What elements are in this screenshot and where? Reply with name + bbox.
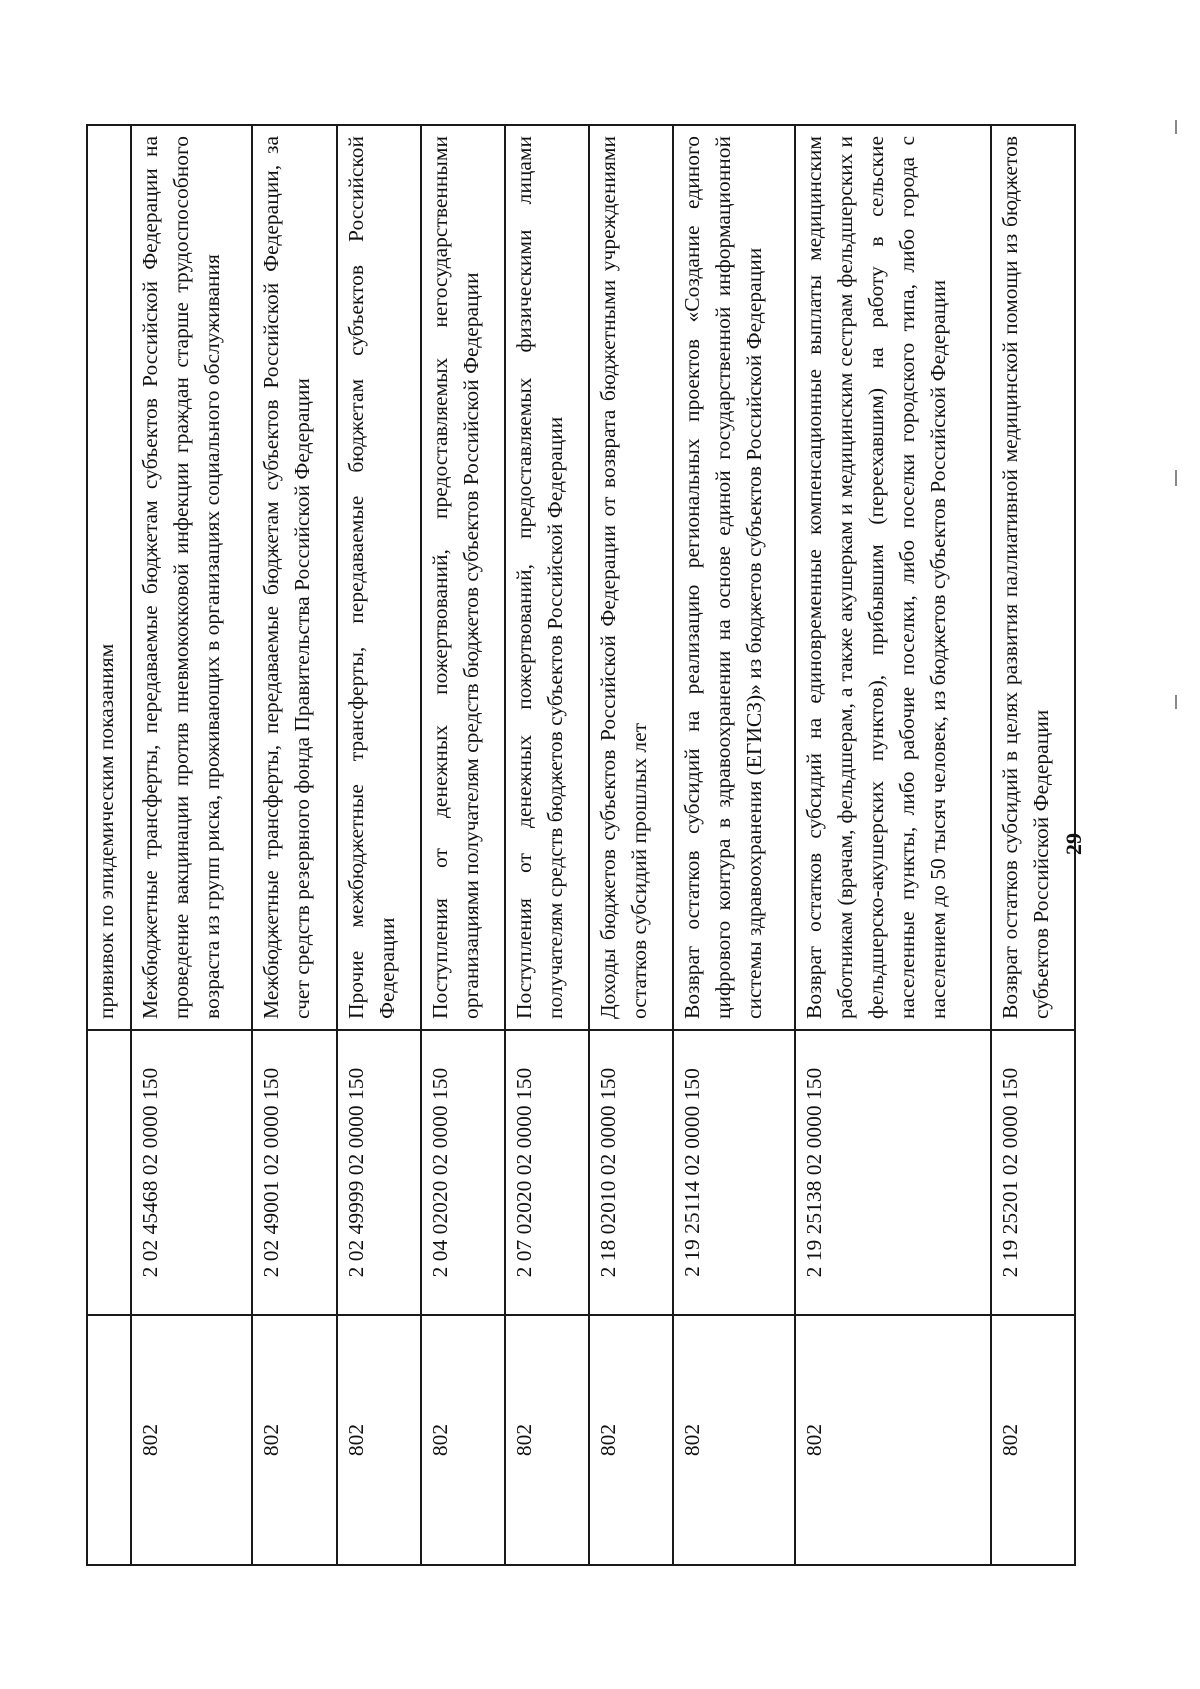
revenue-name-cell: Доходы бюджетов субъектов Российской Федерации от возврата бюджетными учреждениями остатков субсидий прошлых лет [589, 125, 673, 1030]
scan-mark [1175, 120, 1177, 134]
admin-code-cell: 802 [505, 1315, 589, 1565]
budget-code-cell: 2 19 25201 02 0000 150 [991, 1030, 1075, 1315]
revenue-name-cell: Поступления от денежных пожертвований, предоставляемых физическими лицами получателям средств бюджетов субъектов Российской Федерации [505, 125, 589, 1030]
admin-code-cell: 802 [589, 1315, 673, 1565]
table-row [505, 125, 589, 1565]
budget-code-cell: 2 02 49001 02 0000 150 [252, 1030, 336, 1315]
table-row [673, 125, 794, 1565]
revenue-name-cell: Возврат остатков субсидий в целях развития паллиативной медицинской помощи из бюджетов субъектов Российской Федерации [991, 125, 1075, 1030]
scan-mark [1175, 470, 1177, 486]
admin-code-cell: 802 [991, 1315, 1075, 1565]
table-row [252, 125, 336, 1565]
table-row [131, 125, 252, 1565]
page-number: 29 [1061, 833, 1086, 855]
budget-revenue-table [86, 124, 1076, 1566]
admin-code-cell: 802 [673, 1315, 794, 1565]
revenue-name-cell: Прочие межбюджетные трансферты, передаваемые бюджетам субъектов Российской Федерации [337, 125, 421, 1030]
name-cell: прививок по эпидемическим показаниям [87, 125, 131, 1030]
budget-code-cell: 2 19 25138 02 0000 150 [795, 1030, 991, 1315]
table-row [795, 125, 991, 1565]
table-row [589, 125, 673, 1565]
revenue-name-cell: Межбюджетные трансферты, передаваемые бюджетам субъектов Российской Федерации на проведение вакцинации против пневмококковой инфекции граждан старше трудоспособного возраста из групп риска, проживающих в организациях социального обслуживания [131, 125, 252, 1030]
rotated-page-content [86, 126, 1076, 1566]
table-row [421, 125, 505, 1565]
admin-code-cell: 802 [795, 1315, 991, 1565]
admin-code-cell: 802 [252, 1315, 336, 1565]
budget-code-cell: 2 02 45468 02 0000 150 [131, 1030, 252, 1315]
admin-cell [87, 1315, 131, 1565]
admin-code-cell: 802 [337, 1315, 421, 1565]
revenue-name-cell: Возврат остатков субсидий на реализацию региональных проектов «Создание единого цифрового контура в здравоохранении на основе единой государственной информационной системы здравоохранения (ЕГИСЗ)» из бюджетов субъектов Российской Федерации [673, 125, 794, 1030]
budget-code-cell: 2 04 02020 02 0000 150 [421, 1030, 505, 1315]
table-row-continuation [87, 125, 131, 1565]
revenue-name-cell: Возврат остатков субсидий на единовременные компенсационные выплаты медицинским работникам (врачам, фельдшерам, а также акушеркам и медицинским сестрам фельдшерских и фельдшерско-акушерских пунктов), прибывшим (переехавшим) на работу в сельские населенные пункты, либо рабочие поселки, либо поселки городского типа, либо города с населением до 50 тысяч человек, из бюджетов субъектов Российской Федерации [795, 125, 991, 1030]
revenue-name-cell: Поступления от денежных пожертвований, предоставляемых негосударственными организациями получателям средств бюджетов субъектов Российской Федерации [421, 125, 505, 1030]
revenue-name-cell: Межбюджетные трансферты, передаваемые бюджетам субъектов Российской Федерации, за счет средств резервного фонда Правительства Российской Федерации [252, 125, 336, 1030]
table-row [337, 125, 421, 1565]
budget-code-cell: 2 07 02020 02 0000 150 [505, 1030, 589, 1315]
code-cell [87, 1030, 131, 1315]
admin-code-cell: 802 [421, 1315, 505, 1565]
budget-code-cell: 2 02 49999 02 0000 150 [337, 1030, 421, 1315]
budget-code-cell: 2 18 02010 02 0000 150 [589, 1030, 673, 1315]
budget-code-cell: 2 19 25114 02 0000 150 [673, 1030, 794, 1315]
scan-mark [1175, 695, 1177, 709]
admin-code-cell: 802 [131, 1315, 252, 1565]
